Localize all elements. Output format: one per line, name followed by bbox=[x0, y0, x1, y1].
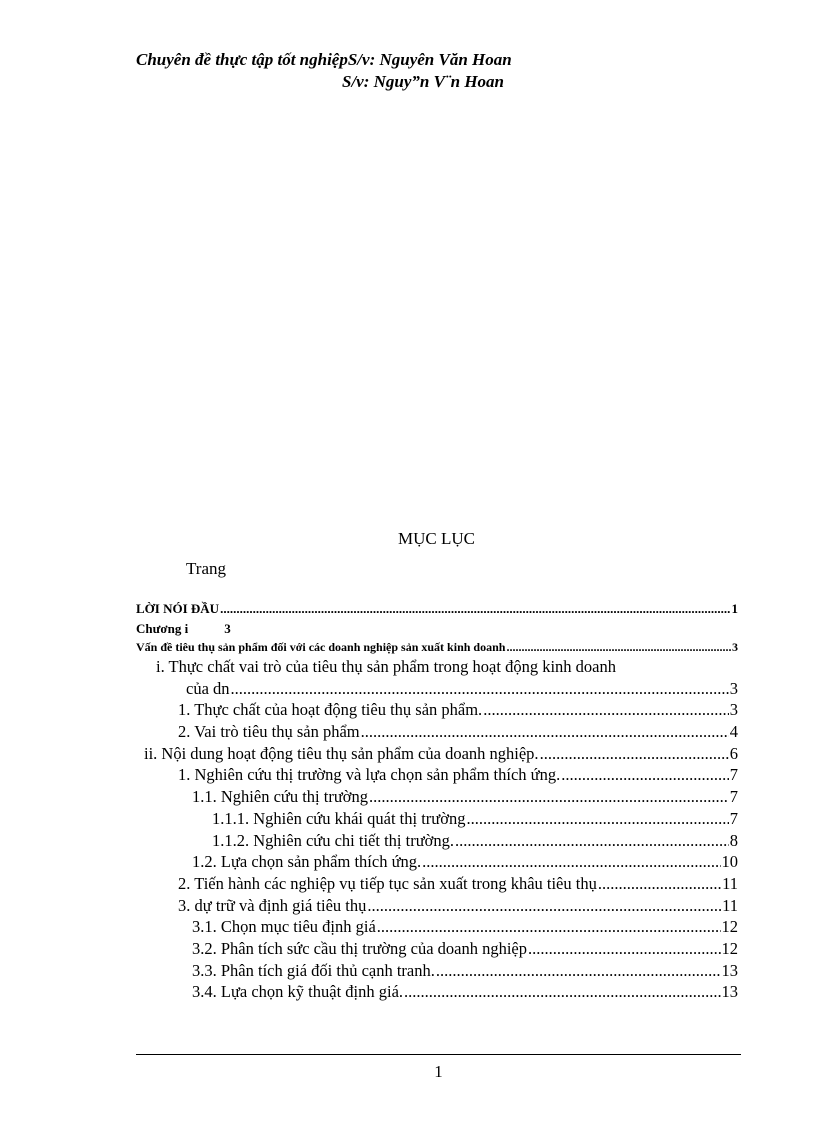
toc-entry bbox=[136, 699, 738, 721]
toc-entry-text: của dn bbox=[186, 678, 230, 698]
toc-entry bbox=[136, 938, 738, 960]
toc-entry-text: i. Thực chất vai trò của tiêu thụ sản phẩm trong hoạt động kinh doanh bbox=[156, 657, 616, 676]
toc-entry-page: 10 bbox=[721, 852, 738, 872]
toc-title: MỤC LỤC bbox=[398, 529, 475, 548]
toc-entry-text: 3.3. Phân tích giá đối thủ cạnh tranh. bbox=[192, 960, 435, 980]
toc-leader bbox=[528, 938, 721, 960]
toc-entry-text: 2. Vai trò tiêu thụ sản phẩm bbox=[178, 722, 360, 742]
toc-entry bbox=[136, 620, 738, 638]
toc-entry-page: 11 bbox=[722, 873, 738, 893]
toc-entry-text: Vấn đề tiêu thụ sản phẩm đối với các doanh nghiệp sản xuất kinh doanh bbox=[136, 640, 506, 654]
toc-entry bbox=[136, 916, 738, 938]
toc-entry-text: 1.1.1. Nghiên cứu khái quát thị trường bbox=[212, 808, 466, 828]
toc-entry-text: 1. Thực chất của hoạt động tiêu thụ sản phẩm. bbox=[178, 700, 483, 720]
toc-entry bbox=[136, 721, 738, 743]
toc-entry-text: 3.2. Phân tích sức cầu thị trường của doanh nghiệp bbox=[192, 938, 527, 958]
toc-entry bbox=[136, 895, 738, 917]
toc-leader bbox=[436, 960, 721, 982]
toc-entry-page: 3 bbox=[224, 621, 231, 636]
toc-leader bbox=[540, 743, 729, 765]
toc-entry-text: 3.4. Lựa chọn kỹ thuật định giá. bbox=[192, 982, 404, 1002]
toc-entry-page: 3 bbox=[732, 640, 738, 654]
toc-entry-page: 7 bbox=[729, 787, 738, 807]
toc-leader bbox=[455, 830, 729, 852]
toc-leader bbox=[561, 764, 729, 786]
toc-entry-page: 3 bbox=[729, 678, 738, 698]
table-of-contents bbox=[136, 598, 738, 1003]
toc-leader bbox=[598, 873, 721, 895]
header-line-2: S/v: Nguy”n V¨n Hoan bbox=[342, 72, 504, 91]
toc-entry-page: 3 bbox=[729, 700, 738, 720]
toc-entry bbox=[136, 638, 738, 656]
toc-leader bbox=[422, 851, 720, 873]
toc-leader bbox=[404, 981, 720, 1003]
toc-leader bbox=[231, 678, 729, 700]
toc-entry-page: 12 bbox=[721, 938, 738, 958]
toc-entry bbox=[136, 808, 738, 830]
toc-entry-text: 3.1. Chọn mục tiêu định giá bbox=[192, 917, 376, 937]
toc-entry bbox=[136, 656, 738, 678]
toc-entry-page: 1 bbox=[731, 601, 738, 616]
toc-entry-page: 7 bbox=[729, 765, 738, 785]
toc-leader bbox=[466, 808, 728, 830]
toc-entry bbox=[136, 981, 738, 1003]
toc-entry-text: ii. Nội dung hoạt động tiêu thụ sản phẩm của doanh nghiệp. bbox=[144, 743, 539, 763]
toc-entry-text: 1. Nghiên cứu thị trường và lựa chọn sản phẩm thích ứng. bbox=[178, 765, 561, 785]
header-line-1: Chuyên đề thực tập tốt nghiệpS/v: Nguyên Văn Hoan bbox=[136, 50, 512, 69]
toc-entry-text: LỜI NÓI ĐẦU bbox=[136, 601, 220, 616]
toc-entry bbox=[136, 598, 738, 620]
toc-entry-page: 12 bbox=[721, 917, 738, 937]
page-number: 1 bbox=[434, 1062, 443, 1081]
footer-divider bbox=[136, 1054, 741, 1055]
toc-entry bbox=[136, 830, 738, 852]
toc-entry-text: 1.1. Nghiên cứu thị trường bbox=[192, 787, 369, 807]
toc-entry bbox=[136, 851, 738, 873]
toc-entry-page: 8 bbox=[729, 830, 738, 850]
toc-entry bbox=[136, 764, 738, 786]
toc-leader bbox=[369, 786, 729, 808]
toc-entry bbox=[136, 678, 738, 700]
toc-entry-page: 6 bbox=[729, 743, 738, 763]
toc-entry bbox=[136, 960, 738, 982]
toc-page-label: Trang bbox=[186, 559, 226, 578]
toc-leader bbox=[220, 598, 730, 620]
toc-leader bbox=[361, 721, 729, 743]
toc-entry-text: 1.2. Lựa chọn sản phẩm thích ứng. bbox=[192, 852, 422, 872]
toc-entry-page: 7 bbox=[729, 808, 738, 828]
toc-leader bbox=[483, 699, 729, 721]
toc-entry-page: 4 bbox=[729, 722, 738, 742]
toc-entry-text: 2. Tiến hành các nghiệp vụ tiếp tục sản xuất trong khâu tiêu thụ bbox=[178, 873, 597, 893]
toc-entry-page: 11 bbox=[722, 895, 738, 915]
toc-entry-page: 13 bbox=[721, 960, 738, 980]
toc-entry-text: 1.1.2. Nghiên cứu chi tiết thị trường. bbox=[212, 830, 454, 850]
toc-entry bbox=[136, 786, 738, 808]
toc-entry bbox=[136, 873, 738, 895]
toc-entry bbox=[136, 743, 738, 765]
toc-leader bbox=[506, 638, 731, 656]
toc-leader bbox=[367, 895, 721, 917]
toc-entry-text: Chương i bbox=[136, 621, 189, 636]
toc-entry-page: 13 bbox=[721, 982, 738, 1002]
toc-entry-text: 3. dự trữ và định giá tiêu thụ bbox=[178, 895, 367, 915]
toc-leader bbox=[377, 916, 721, 938]
